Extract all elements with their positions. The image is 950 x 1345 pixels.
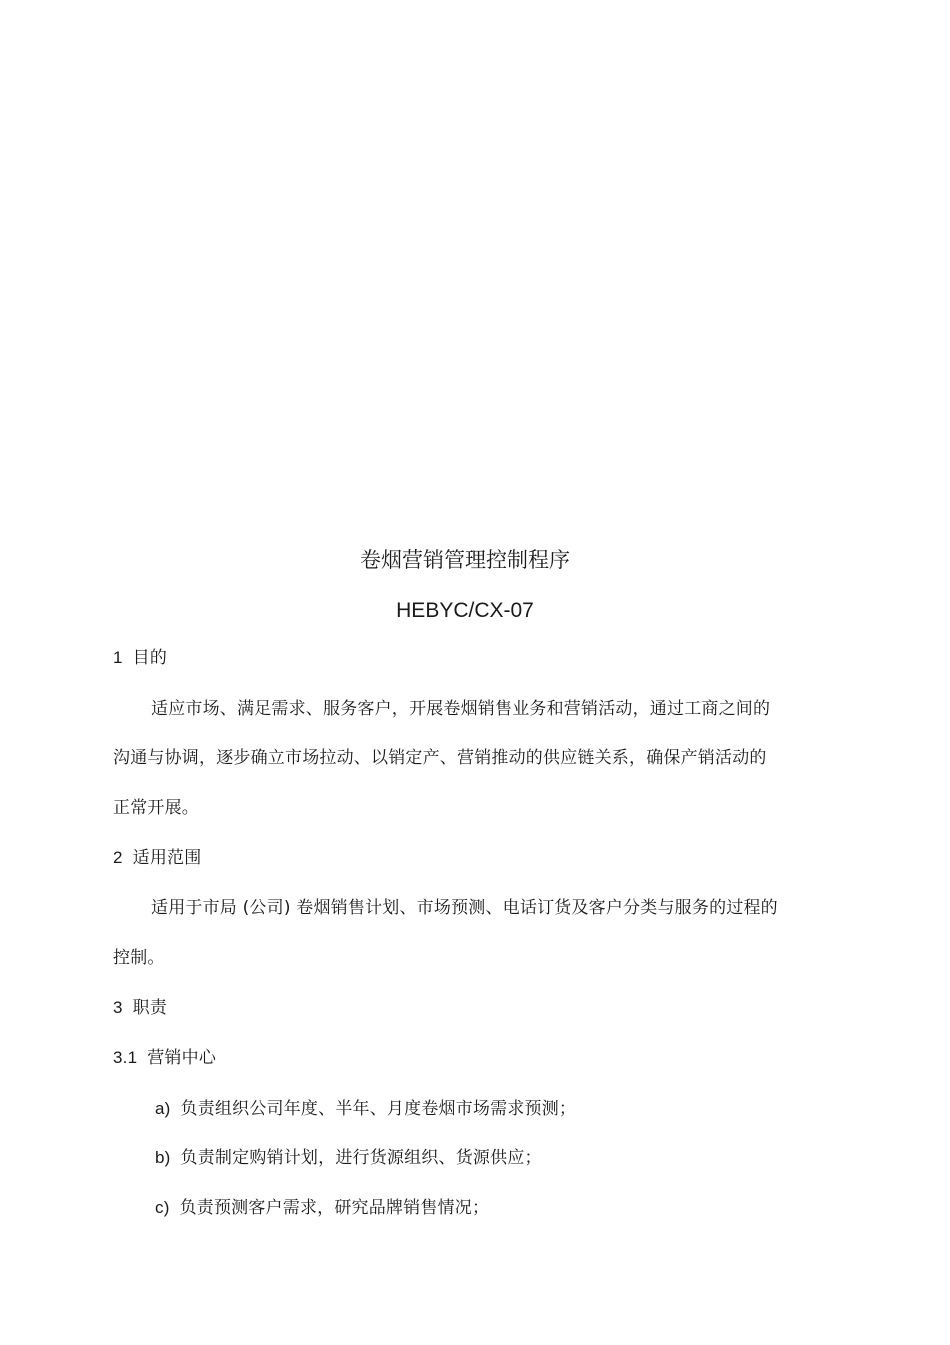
list-marker: b) — [155, 1148, 171, 1167]
list-item-text: 负责预测客户需求，研究品牌销售情况； — [179, 1198, 490, 1218]
section-title: 职责 — [132, 998, 168, 1018]
document-code: HEBYC/CX-07 — [396, 599, 534, 622]
section-number: 2 — [113, 848, 123, 867]
section-title: 适用范围 — [132, 848, 202, 868]
list-item — [155, 1196, 489, 1220]
section-1-paragraph-line-2: 沟通与协调，逐步确立市场拉动、以销定产、营销推动的供应链关系，确保产销活动的 — [113, 748, 767, 768]
list-item-text: 负责组织公司年度、半年、月度卷烟市场需求预测； — [180, 1099, 577, 1119]
section-1-paragraph-line-1: 适应市场、满足需求、服务客户，开展卷烟销售业务和营销活动，通过工商之间的 — [151, 699, 771, 719]
subsection-title: 营销中心 — [147, 1048, 217, 1068]
section-2-paragraph-line-1: 适用于市局 (公司) 卷烟销售计划、市场预测、电话订货及客户分类与服务的过程的 — [151, 898, 778, 918]
section-number: 1 — [113, 648, 123, 667]
section-2-heading — [113, 846, 201, 870]
section-number: 3 — [113, 998, 123, 1017]
list-item — [155, 1146, 542, 1170]
list-item-text: 负责制定购销计划，进行货源组织、货源供应； — [180, 1148, 542, 1168]
subsection-number: 3.1 — [113, 1048, 138, 1067]
section-title: 目的 — [132, 648, 168, 668]
subsection-3-1-heading — [113, 1046, 216, 1070]
section-2-paragraph-line-2: 控制。 — [113, 948, 165, 968]
section-1-paragraph-line-3: 正常开展。 — [113, 798, 199, 818]
list-item — [155, 1097, 576, 1121]
list-marker: c) — [155, 1198, 170, 1217]
section-3-heading — [113, 996, 167, 1020]
section-1-heading — [113, 646, 167, 670]
document-title: 卷烟营销管理控制程序 — [360, 548, 570, 572]
list-marker: a) — [155, 1099, 171, 1118]
